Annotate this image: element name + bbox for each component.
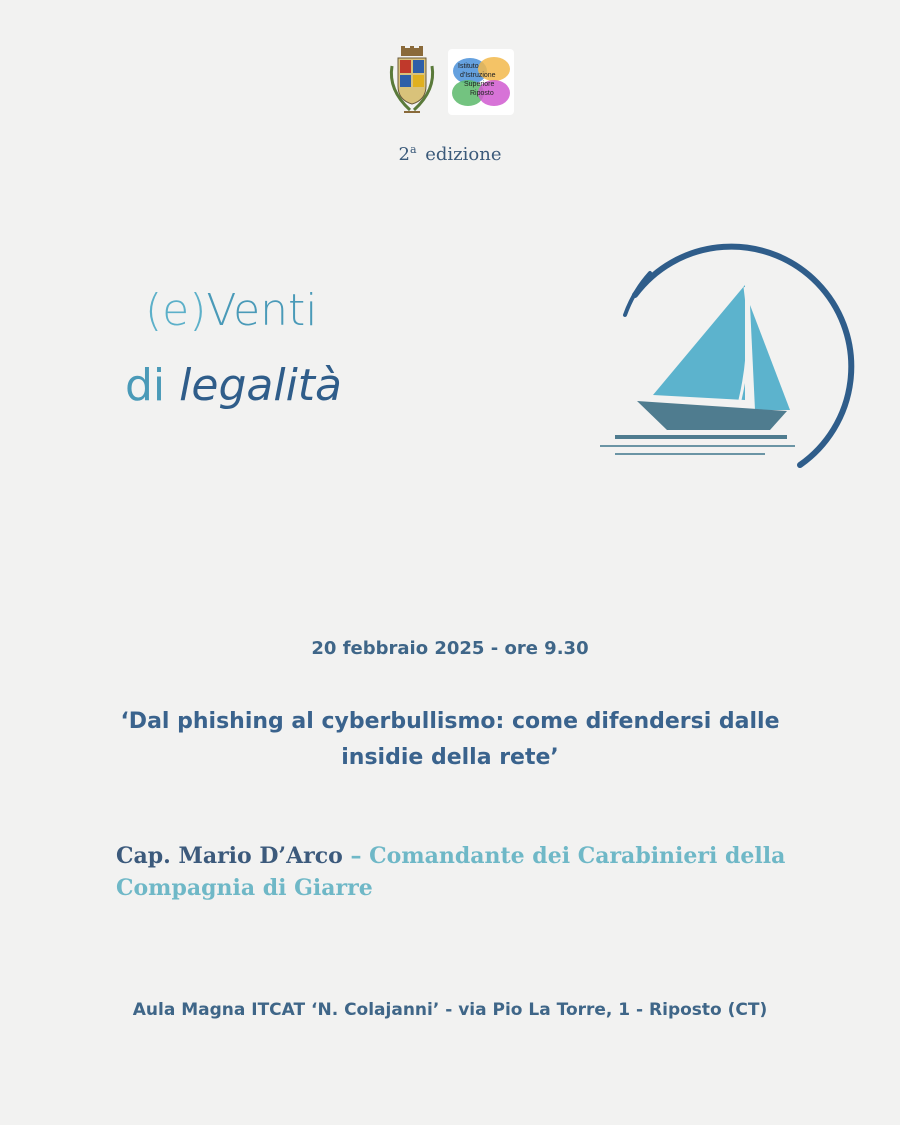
edition-text: edizione xyxy=(425,144,502,165)
school-logo-line-1: Istituto xyxy=(458,63,479,70)
edition-ordinal: 2 xyxy=(398,144,410,165)
event-title-line-2 xyxy=(125,360,342,411)
school-logo-line-3: Superiore xyxy=(464,81,495,88)
title-word-legalita: legalità xyxy=(179,360,343,411)
speaker-info xyxy=(116,840,796,904)
event-date: 20 febbraio 2025 - ore 9.30 xyxy=(311,638,589,659)
school-logo-line-4: Riposto xyxy=(470,90,494,97)
title-paren: (e) xyxy=(145,285,207,336)
school-logo-line-2: d'Istruzione xyxy=(460,72,496,79)
event-venue: Aula Magna ITCAT ‘N. Colajanni’ - via Pio La Torre, 1 - Riposto (CT) xyxy=(132,1000,768,1020)
title-word-di: di xyxy=(125,360,166,411)
speaker-role-part-2: Compagnia di Giarre xyxy=(116,875,373,901)
event-title-line-1 xyxy=(145,285,318,336)
sailboat-emblem-icon xyxy=(595,215,870,480)
edition-ordinal-suffix: a xyxy=(409,143,417,156)
talk-title-line-1: ‘Dal phishing al cyberbullismo: come difendersi dalle xyxy=(120,709,780,734)
talk-title-line-2: insidie della rete’ xyxy=(341,745,559,770)
school-logo xyxy=(448,49,514,115)
speaker-name: Cap. Mario D’Arco xyxy=(116,843,343,869)
speaker-role-part-1: – Comandante dei Carabinieri della xyxy=(342,843,786,869)
edition-label xyxy=(0,143,900,165)
municipality-coat-of-arms-logo xyxy=(384,46,440,118)
title-word-venti: Venti xyxy=(206,285,318,336)
talk-title xyxy=(80,704,820,776)
